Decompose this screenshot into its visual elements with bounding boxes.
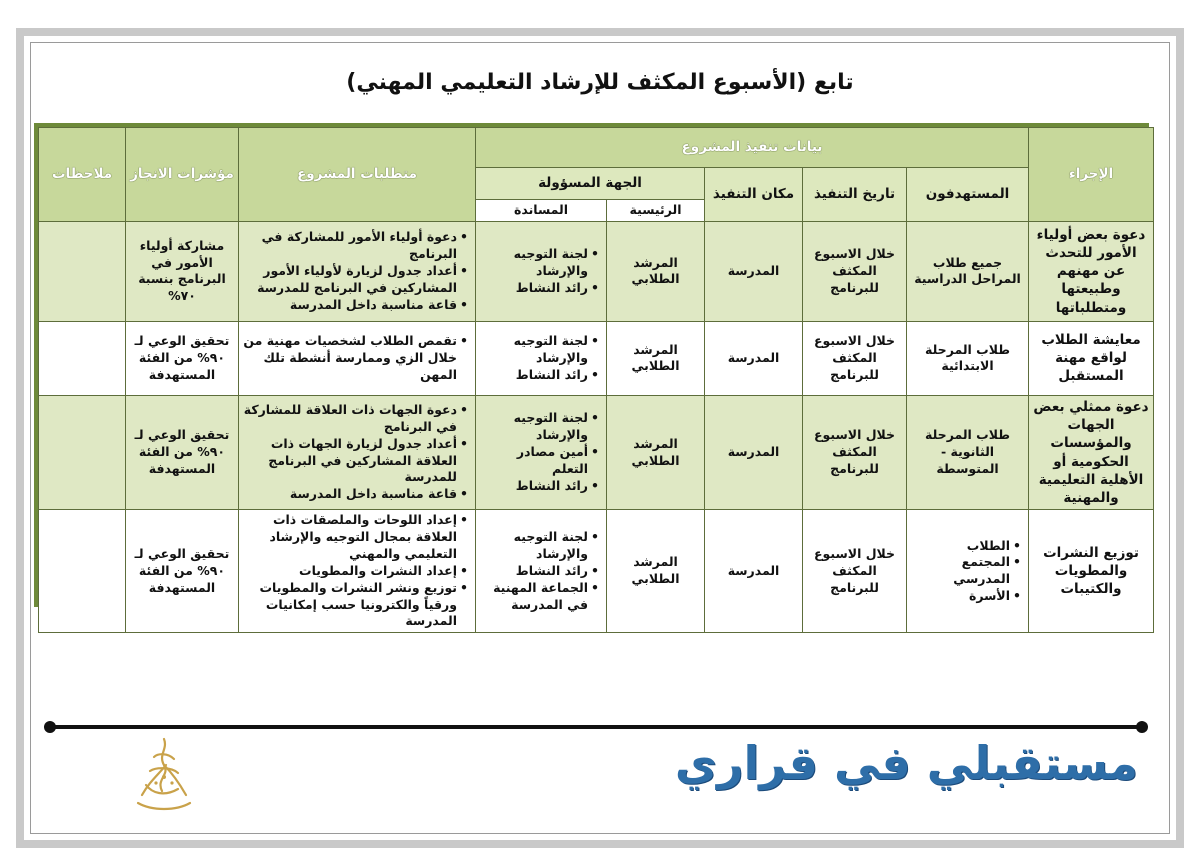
row-notes	[39, 221, 126, 321]
footer-slogan: مستقبلي في قراري	[674, 736, 1138, 790]
row-beneficiaries	[907, 510, 1029, 633]
row-requirements	[239, 321, 476, 395]
header-action: الإجراء	[1029, 128, 1154, 222]
row-exec-date: خلال الاسبوع المكثف للبرنامج	[803, 321, 907, 395]
requirement-item: • إعداد النشرات والمطويات	[243, 563, 457, 580]
requirement-item: • أعداد جدول لزيارة الجهات ذات العلاقة المشاركين في البرنامج للمدرسة	[243, 436, 457, 487]
header-indicators: مؤشرات الانجاز	[126, 128, 239, 222]
requirement-item: • أعداد جدول لزيارة لأولياء الأمور المشاركين في البرنامج للمدرسة	[243, 263, 457, 297]
header-notes: ملاحظات	[39, 128, 126, 222]
row-action: دعوة بعض أولياء الأمور للتحدث عن مهنهم وطبيعتها ومتطلباتها	[1029, 221, 1154, 321]
support-item: • لجنة التوجيه والإرشاد	[480, 246, 588, 280]
table-row	[39, 510, 1154, 633]
row-notes	[39, 510, 126, 633]
support-item: • رائد النشاط	[480, 280, 588, 297]
project-table	[38, 127, 1154, 633]
support-item: • رائد النشاط	[480, 367, 588, 384]
row-indicators: تحقيق الوعي لـ ٩٠% من الفئة المستهدفة	[126, 321, 239, 395]
row-exec-place: المدرسة	[705, 510, 803, 633]
table-row	[39, 221, 1154, 321]
row-beneficiaries: طلاب المرحلة الثانوية - المتوسطة	[907, 395, 1029, 509]
row-main-responsible: المرشد الطلابي	[607, 221, 705, 321]
row-exec-place: المدرسة	[705, 395, 803, 509]
requirement-item: • إعداد اللوحات والملصقات ذات العلاقة بمجال التوجيه والإرشاد التعليمي والمهني	[243, 512, 457, 563]
row-requirements	[239, 395, 476, 509]
row-action: دعوة ممثلي بعض الجهات والمؤسسات الحكومية أو الأهلية التعليمية والمهنية	[1029, 395, 1154, 509]
row-exec-place: المدرسة	[705, 221, 803, 321]
support-item: • الجماعة المهنية في المدرسة	[480, 580, 588, 614]
divider-end-dot	[1136, 721, 1148, 733]
support-item: • أمين مصادر التعلم	[480, 444, 588, 478]
support-item: • رائد النشاط	[480, 563, 588, 580]
header-project-data: بيانات تنفيذ المشروع	[476, 128, 1029, 168]
beneficiary-item: • الطلاب	[911, 538, 1010, 555]
header-exec-place: مكان التنفيذ	[705, 168, 803, 222]
requirement-item: • توزيع ونشر النشرات والمطويات ورقياً والكترونيا حسب إمكانيات المدرسة	[243, 580, 457, 631]
beneficiary-item: • المجتمع المدرسي	[911, 554, 1010, 588]
calligraphy-logo	[128, 735, 200, 817]
header-beneficiaries: المستهدفون	[907, 168, 1029, 222]
requirement-item: • تقمص الطلاب لشخصيات مهنية من خلال الزي وممارسة أنشطة تلك المهن	[243, 333, 457, 384]
requirement-item: • دعوة الجهات ذات العلاقة للمشاركة في البرنامج	[243, 402, 457, 436]
header-responsible: الجهة المسؤولة	[476, 168, 705, 200]
row-exec-date: خلال الاسبوع المكثف للبرنامج	[803, 395, 907, 509]
beneficiary-item: • الأسرة	[911, 588, 1010, 605]
row-support	[476, 395, 607, 509]
row-support	[476, 510, 607, 633]
requirement-item: • قاعة مناسبة داخل المدرسة	[243, 486, 457, 503]
footer-divider	[48, 725, 1142, 729]
support-item: • لجنة التوجيه والإرشاد	[480, 410, 588, 444]
project-table-wrapper	[34, 123, 1149, 629]
row-indicators: تحقيق الوعي لـ ٩٠% من الفئة المستهدفة	[126, 395, 239, 509]
row-requirements	[239, 510, 476, 633]
support-item: • رائد النشاط	[480, 478, 588, 495]
support-item: • لجنة التوجيه والإرشاد	[480, 333, 588, 367]
row-main-responsible: المرشد الطلابي	[607, 395, 705, 509]
row-requirements	[239, 221, 476, 321]
row-action: توزيع النشرات والمطويات والكتيبات	[1029, 510, 1154, 633]
table-row	[39, 321, 1154, 395]
row-main-responsible: المرشد الطلابي	[607, 321, 705, 395]
row-indicators: تحقيق الوعي لـ ٩٠% من الفئة المستهدفة	[126, 510, 239, 633]
row-notes	[39, 395, 126, 509]
support-item: • لجنة التوجيه والإرشاد	[480, 529, 588, 563]
row-indicators: مشاركة أولياء الأمور في البرنامج بنسبة ٧٠%	[126, 221, 239, 321]
row-exec-date: خلال الاسبوع المكثف للبرنامج	[803, 510, 907, 633]
row-beneficiaries: طلاب المرحلة الابتدائية	[907, 321, 1029, 395]
row-beneficiaries: جميع طلاب المراحل الدراسية	[907, 221, 1029, 321]
row-exec-date: خلال الاسبوع المكثف للبرنامج	[803, 221, 907, 321]
row-notes	[39, 321, 126, 395]
requirement-item: • دعوة أولياء الأمور للمشاركة في البرنامج	[243, 229, 457, 263]
page-title: تابع (الأسبوع المكثف للإرشاد التعليمي المهني)	[346, 70, 854, 95]
divider-end-dot	[44, 721, 56, 733]
row-action: معايشة الطلاب لواقع مهنة المستقبل	[1029, 321, 1154, 395]
header-support: المساندة	[476, 200, 607, 222]
requirement-item: • قاعة مناسبة داخل المدرسة	[243, 297, 457, 314]
header-exec-date: تاريخ التنفيذ	[803, 168, 907, 222]
row-exec-place: المدرسة	[705, 321, 803, 395]
row-main-responsible: المرشد الطلابي	[607, 510, 705, 633]
header-requirements: متطلبات المشروع	[239, 128, 476, 222]
table-row	[39, 395, 1154, 509]
row-support	[476, 221, 607, 321]
header-main: الرئيسية	[607, 200, 705, 222]
row-support	[476, 321, 607, 395]
